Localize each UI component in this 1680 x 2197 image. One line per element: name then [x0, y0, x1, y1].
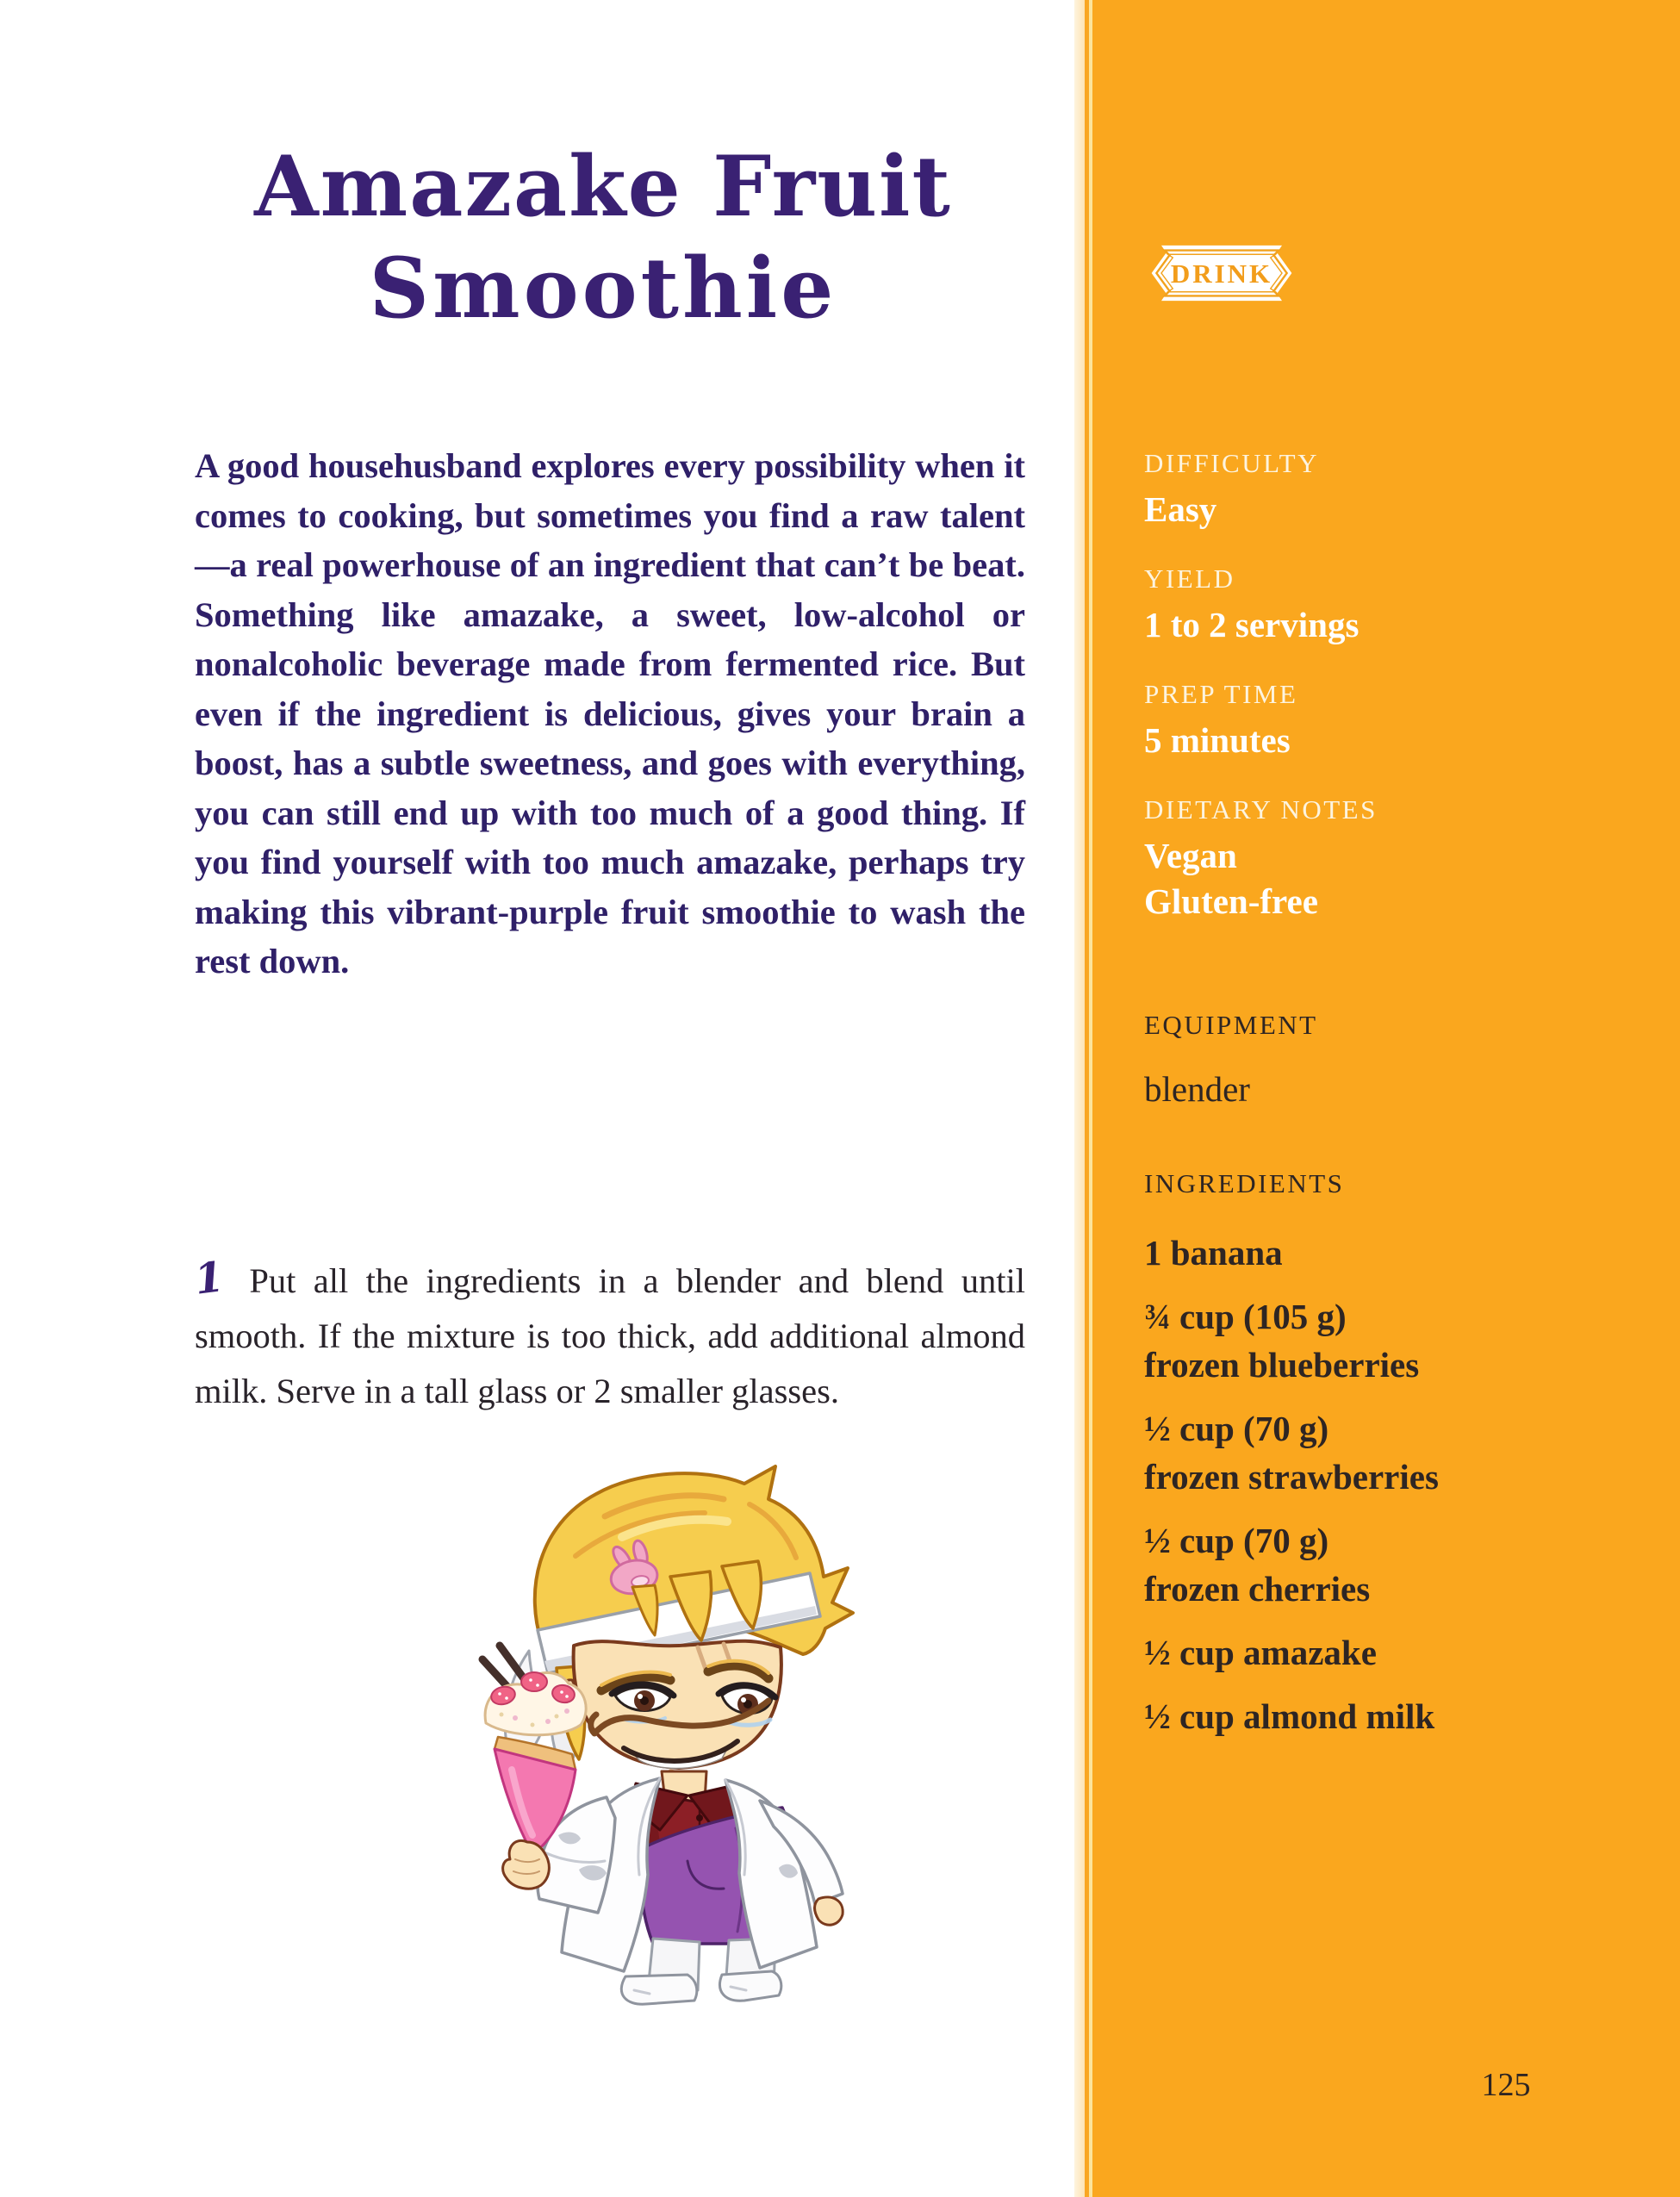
- ingredient-item: [1144, 1404, 1627, 1501]
- recipe-title-line1: Amazake Fruit: [254, 138, 952, 235]
- ingredient-item: [1144, 1628, 1627, 1677]
- ingredient-item: [1144, 1516, 1627, 1613]
- meta-dietary-notes: [1144, 794, 1627, 924]
- step-number: 1: [191, 1253, 227, 1304]
- ingredients-list: [1144, 1229, 1627, 1740]
- ingredient-item: [1144, 1292, 1627, 1389]
- ingredient-line: frozen strawberries: [1144, 1457, 1439, 1497]
- yield-label: YIELD: [1144, 563, 1235, 594]
- ingredient-line: ½ cup amazake: [1144, 1633, 1377, 1672]
- chibi-househusband-illustration: [476, 1463, 872, 2014]
- ingredient-line: frozen cherries: [1144, 1569, 1371, 1609]
- equipment-section: [1144, 1010, 1627, 1112]
- dietary-note-vegan: Vegan: [1144, 836, 1237, 875]
- ingredients-label: INGREDIENTS: [1144, 1168, 1345, 1198]
- recipe-title-line2: Smoothie: [369, 240, 837, 337]
- meta-prep-time: [1144, 679, 1627, 763]
- recipe-intro-paragraph: A good househusband explores every possibility when it comes to cooking, but sometimes you find a raw talent—a real powerhouse of an ingredient that can’t be beat. Something like amazake, a sweet, low-alcohol or nonalcoholic beverage made from fermented rice. But even if the ingredient is delicious, gives your brain a boost, has a subtle sweetness, and goes with everything, you can still end up with too much of a good thing. If you find yourself with too much amazake, perhaps try making this vibrant-purple fruit smoothie to wash the rest down.: [195, 446, 1025, 980]
- recipe-sidebar: [1092, 0, 1680, 2197]
- page-number: 125: [1481, 2067, 1531, 2103]
- step-text: Put all the ingredients in a blender and blend until smooth. If the mixture is too thick, add additional almond milk. Serve in a tall glass or 2 smaller glasses.: [195, 1261, 1025, 1410]
- ingredient-line: 1 banana: [1144, 1233, 1283, 1273]
- yield-value: 1 to 2 servings: [1144, 605, 1360, 644]
- dietary-notes-label: DIETARY NOTES: [1144, 794, 1378, 825]
- ingredient-item: [1144, 1692, 1627, 1740]
- recipe-step-1: [191, 1251, 1025, 1419]
- meta-yield: [1144, 563, 1627, 648]
- ingredient-line: ¾ cup (105 g): [1144, 1297, 1347, 1336]
- meta-difficulty: [1144, 448, 1627, 532]
- ingredient-line: frozen blueberries: [1144, 1345, 1420, 1385]
- sidebar-edge-strip: [1074, 0, 1085, 2197]
- ingredient-line: ½ cup almond milk: [1144, 1696, 1435, 1736]
- difficulty-value: Easy: [1144, 489, 1217, 529]
- ingredient-line: ½ cup (70 g): [1144, 1409, 1329, 1448]
- ingredient-line: ½ cup (70 g): [1144, 1521, 1329, 1560]
- dietary-note-gluten-free: Gluten-free: [1144, 881, 1318, 921]
- equipment-label: EQUIPMENT: [1144, 1010, 1318, 1040]
- ingredients-section: [1144, 1168, 1627, 1756]
- ingredient-item: [1144, 1229, 1627, 1277]
- difficulty-label: DIFFICULTY: [1144, 448, 1319, 478]
- prep-time-label: PREP TIME: [1144, 679, 1298, 709]
- equipment-item: blender: [1144, 1069, 1250, 1109]
- recipe-category-badge: [1140, 243, 1304, 303]
- badge-label: DRINK: [1170, 258, 1273, 289]
- recipe-title: [172, 136, 1034, 339]
- prep-time-value: 5 minutes: [1144, 720, 1291, 760]
